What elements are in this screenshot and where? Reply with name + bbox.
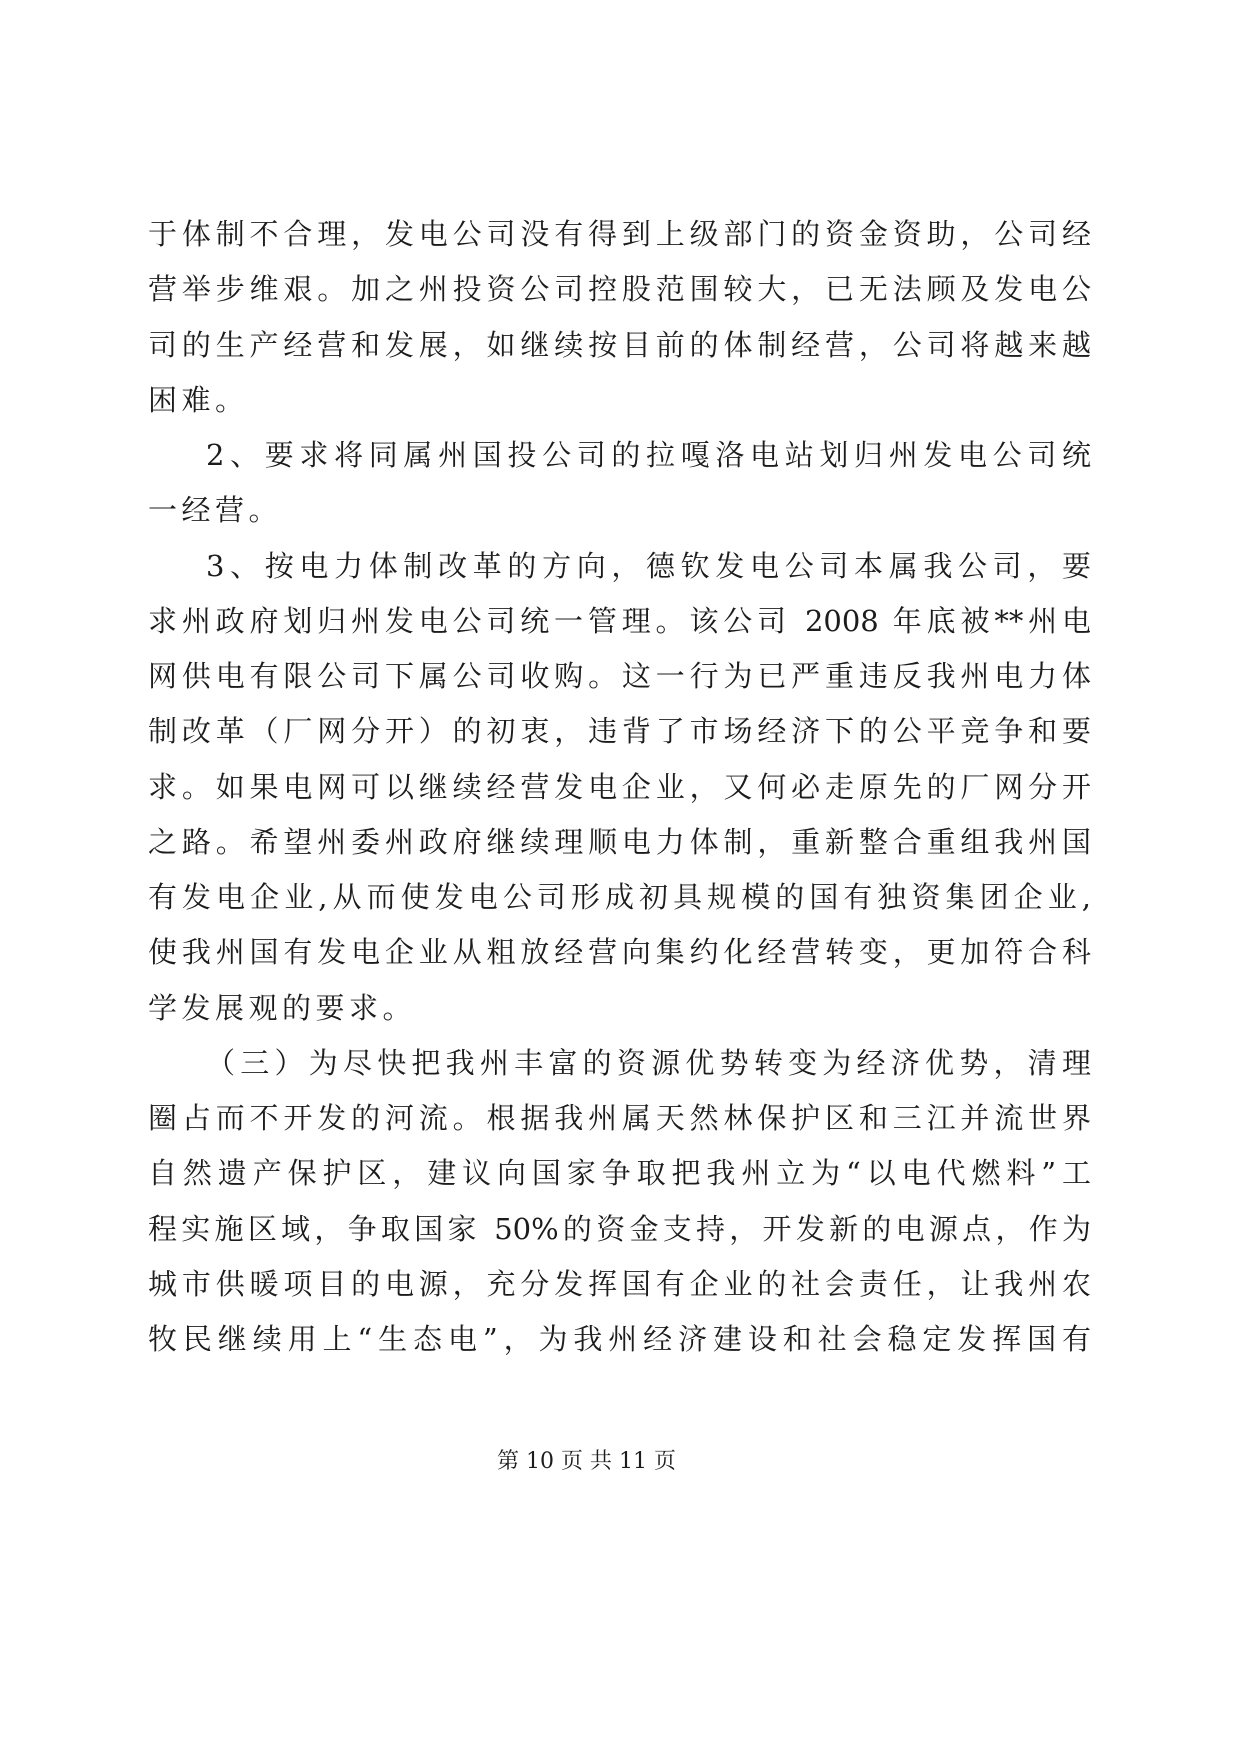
text-line: 城市供暖项目的电源，充分发挥国有企业的社会责任，让我州农	[148, 1266, 1091, 1301]
text-line: 于体制不合理，发电公司没有得到上级部门的资金资助，公司经	[148, 217, 1091, 251]
text-line: 制改革（厂网分开）的初衷，违背了市场经济下的公平竞争和要	[148, 714, 1091, 749]
text-line: 有发电企业,从而使发电公司形成初具规模的国有独资集团企业,	[148, 880, 1091, 914]
text-line: 2、要求将同属州国投公司的拉嘎洛电站划归州发电公司统	[206, 438, 1091, 472]
text-line: 自然遗产保护区，建议向国家争取把我州立为“以电代燃料”工	[148, 1156, 1091, 1191]
text-line: 之路。希望州委州政府继续理顺电力体制，重新整合重组我州国	[148, 824, 1091, 859]
text-line: 营举步维艰。加之州投资公司控股范围较大，已无法顾及发电公	[148, 272, 1091, 307]
text-line: 网供电有限公司下属公司收购。这一行为已严重违反我州电力体	[148, 659, 1091, 693]
text-line: 求州政府划归州发电公司统一管理。该公司 2008 年底被**州电	[148, 603, 1091, 638]
text-line: 求。如果电网可以继续经营发电企业，又何必走原先的厂网分开	[148, 769, 1091, 804]
text-line: 3、按电力体制改革的方向，德钦发电公司本属我公司，要	[206, 548, 1091, 583]
text-line: 司的生产经营和发展，如继续按目前的体制经营，公司将越来越	[148, 327, 1091, 362]
text-line: （三）为尽快把我州丰富的资源优势转变为经济优势，清理	[206, 1045, 1091, 1080]
paragraph	[148, 539, 1091, 1036]
page-footer	[497, 1448, 676, 1476]
body-text	[148, 207, 1091, 1367]
paragraph	[148, 207, 1091, 428]
text-line: 牧民继续用上“生态电”，为我州经济建设和社会稳定发挥国有	[148, 1322, 1091, 1356]
text-line: 学发展观的要求。	[148, 990, 417, 1025]
paragraph	[148, 1036, 1091, 1368]
page-number-label: 第 10 页 共 11 页	[497, 1449, 676, 1474]
text-line: 圈占而不开发的河流。根据我州属天然林保护区和三江并流世界	[148, 1101, 1091, 1135]
text-line: 程实施区域，争取国家 50%的资金支持，开发新的电源点，作为	[148, 1211, 1091, 1246]
text-line: 使我州国有发电企业从粗放经营向集约化经营转变，更加符合科	[148, 935, 1091, 970]
text-line: 一经营。	[148, 493, 283, 528]
text-line: 困难。	[148, 382, 249, 417]
paragraph	[148, 428, 1091, 539]
